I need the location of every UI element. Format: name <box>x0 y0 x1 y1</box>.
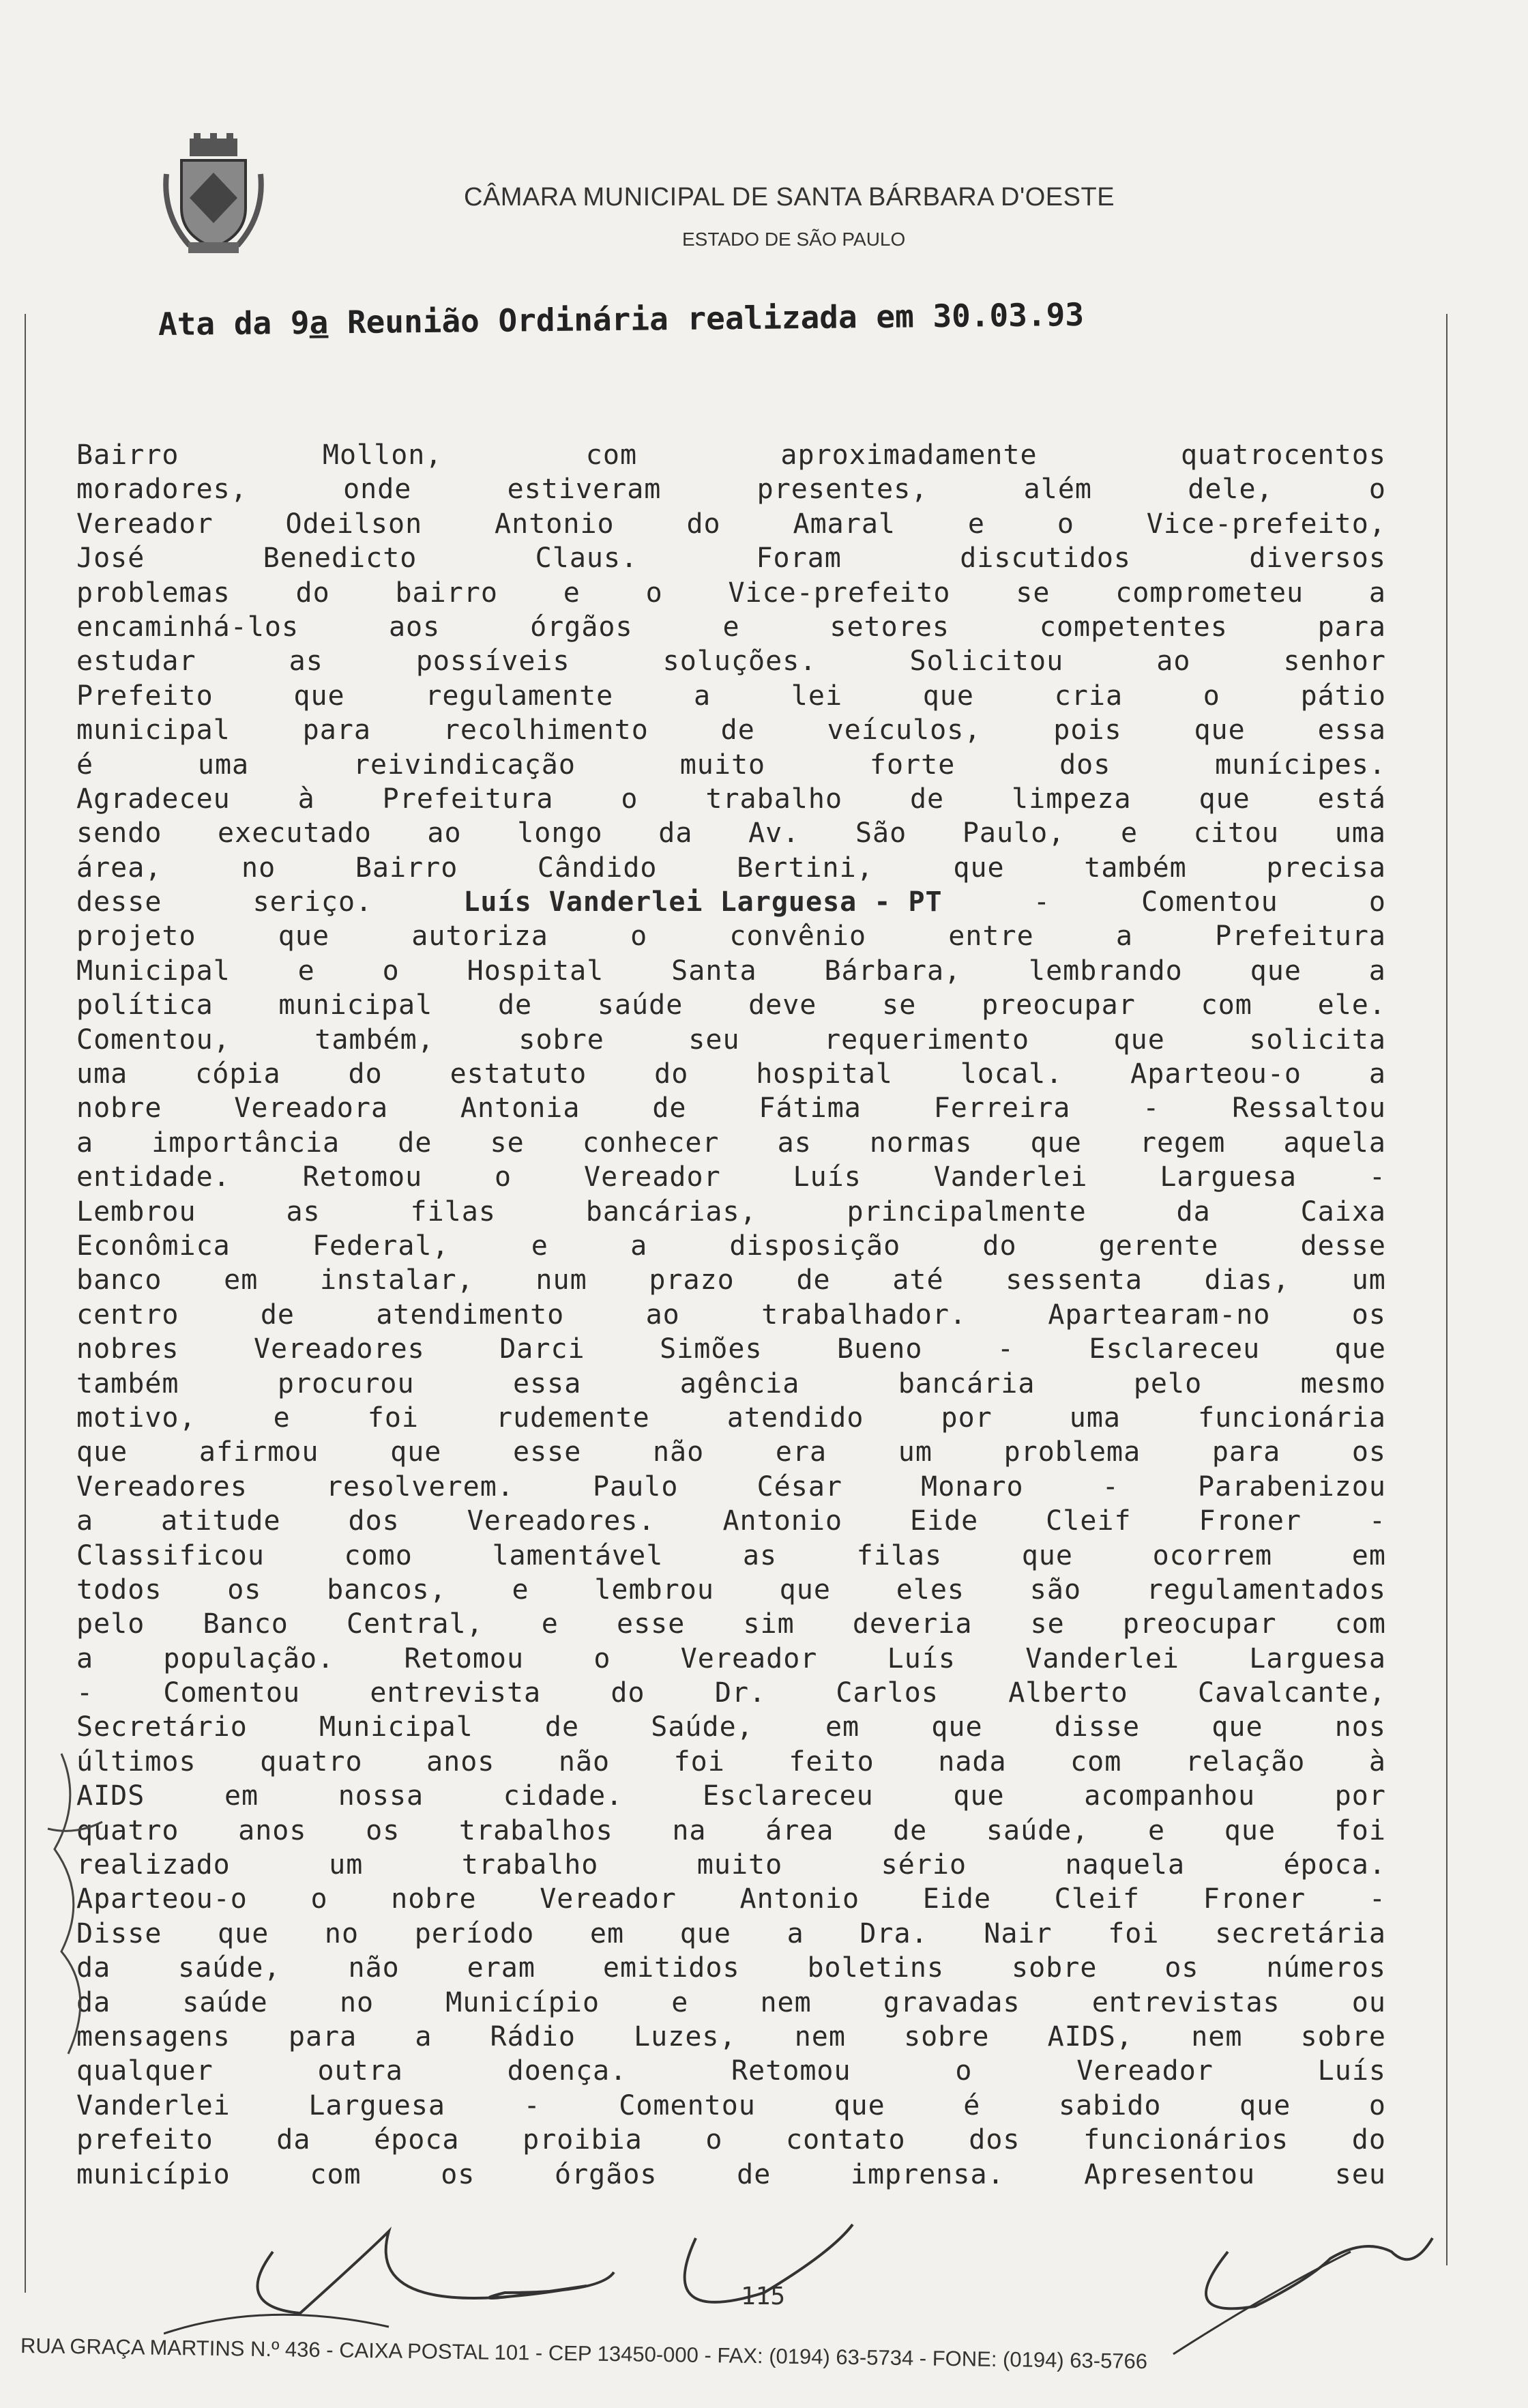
body-line: Bairro Mollon, com aproximadamente quatrocentos <box>76 439 1386 471</box>
body-line: Vereadores resolverem. Paulo César Monaro - Parabenizou <box>76 1470 1386 1503</box>
margin-signature <box>41 1747 123 2061</box>
right-margin-rule <box>1446 314 1448 2265</box>
body-line: problemas do bairro e o Vice-prefeito se comprometeu a <box>76 577 1386 609</box>
page-number: 115 <box>741 2282 786 2310</box>
body-line: motivo, e foi rudemente atendido por uma funcionária <box>76 1402 1386 1434</box>
body-line: realizado um trabalho muito sério naquela época. <box>76 1849 1386 1881</box>
body-line: política municipal de saúde deve se preocupar com ele. <box>76 989 1386 1021</box>
body-line: banco em instalar, num prazo de até sessenta dias, um <box>76 1264 1386 1296</box>
body-line: Secretário Municipal de Saúde, em que disse que nos <box>76 1711 1386 1743</box>
body-line: nobres Vereadores Darci Simões Bueno - Esclareceu que <box>76 1333 1386 1365</box>
body-line: municipal para recolhimento de veículos, pois que essa <box>76 714 1386 746</box>
body-line: da saúde no Município e nem gravadas entrevistas ou <box>76 1986 1386 2018</box>
body-line: nobre Vereadora Antonia de Fátima Ferreira - Ressaltou <box>76 1092 1386 1125</box>
signatures-left <box>164 2211 860 2347</box>
municipal-coat-of-arms <box>162 133 265 256</box>
body-line: a importância de se conhecer as normas que regem aquela <box>76 1127 1386 1159</box>
body-line: todos os bancos, e lembrou que eles são regulamentados <box>76 1573 1386 1606</box>
body-line: desse seriço. Luís Vanderlei Larguesa - PT - Comentou o <box>76 886 1386 918</box>
body-line: Municipal e o Hospital Santa Bárbara, lembrando que a <box>76 955 1386 987</box>
body-line: moradores, onde estiveram presentes, além dele, o <box>76 474 1386 506</box>
left-margin-rule <box>25 314 26 2293</box>
body-line: mensagens para a Rádio Luzes, nem sobre AIDS, nem sobre <box>76 2020 1386 2052</box>
body-line: uma cópia do estatuto do hospital local. Aparteou-o a <box>76 1058 1386 1090</box>
body-line: Disse que no período em que a Dra. Nair foi secretária <box>76 1917 1386 1949</box>
letterhead-footer: RUA GRAÇA MARTINS N.º 436 - CAIXA POSTAL 101 - CEP 13450-000 - FAX: (0194) 63-5734 - FONE: (0194) 63-5766 <box>20 2334 1148 2374</box>
body-line: quatro anos os trabalhos na área de saúde, e que foi <box>76 1814 1386 1846</box>
body-line: da saúde, não eram emitidos boletins sobre os números <box>76 1952 1386 1984</box>
chamber-name: CÂMARA MUNICIPAL DE SANTA BÁRBARA D'OESTE <box>464 183 1115 212</box>
body-line: pelo Banco Central, e esse sim deveria se preocupar com <box>76 1608 1386 1640</box>
body-line: prefeito da época proibia o contato dos funcionários do <box>76 2124 1386 2156</box>
body-line: Agradeceu à Prefeitura o trabalho de limpeza que está <box>76 783 1386 815</box>
body-line: Econômica Federal, e a disposição do gerente desse <box>76 1230 1386 1262</box>
state-name: ESTADO DE SÃO PAULO <box>682 229 906 250</box>
body-line: Prefeito que regulamente a lei que cria o pátio <box>76 680 1386 712</box>
body-line: Lembrou as filas bancárias, principalmente da Caixa <box>76 1195 1386 1228</box>
body-line: Vereador Odeilson Antonio do Amaral e o Vice-prefeito, <box>76 508 1386 540</box>
minutes-title: Ata da 9a Reunião Ordinária realizada em 30.03.93 <box>158 295 1085 343</box>
body-line: também procurou essa agência bancária pelo mesmo <box>76 1367 1386 1399</box>
body-line: qualquer outra doença. Retomou o Vereador Luís <box>76 2055 1386 2087</box>
body-line: sendo executado ao longo da Av. São Paulo, e citou uma <box>76 817 1386 850</box>
body-line: estudar as possíveis soluções. Solicitou ao senhor <box>76 645 1386 678</box>
body-line: a população. Retomou o Vereador Luís Vanderlei Larguesa <box>76 1642 1386 1674</box>
body-line: a atitude dos Vereadores. Antonio Eide Cleif Froner - <box>76 1505 1386 1537</box>
body-line: município com os órgãos de imprensa. Apresentou seu <box>76 2158 1386 2190</box>
body-line: AIDS em nossa cidade. Esclareceu que acompanhou por <box>76 1780 1386 1812</box>
body-line: Aparteou-o o nobre Vereador Antonio Eide Cleif Froner - <box>76 1883 1386 1915</box>
body-line: projeto que autoriza o convênio entre a Prefeitura <box>76 920 1386 953</box>
body-line: é uma reivindicação muito forte dos munícipes. <box>76 749 1386 781</box>
body-line: entidade. Retomou o Vereador Luís Vanderlei Larguesa - <box>76 1161 1386 1193</box>
body-line: área, no Bairro Cândido Bertini, que também precisa <box>76 852 1386 884</box>
minutes-body <box>76 438 1386 2192</box>
body-line: José Benedicto Claus. Foram discutidos diversos <box>76 542 1386 575</box>
body-line: Vanderlei Larguesa - Comentou que é sabido que o <box>76 2089 1386 2121</box>
body-line: encaminhá-los aos órgãos e setores competentes para <box>76 611 1386 643</box>
body-line: que afirmou que esse não era um problema para os <box>76 1436 1386 1468</box>
body-line: - Comentou entrevista do Dr. Carlos Alberto Cavalcante, <box>76 1677 1386 1709</box>
body-line: Classificou como lamentável as filas que ocorrem em <box>76 1539 1386 1571</box>
body-line: Comentou, também, sobre seu requerimento que solicita <box>76 1024 1386 1056</box>
body-line: últimos quatro anos não foi feito nada com relação à <box>76 1745 1386 1778</box>
body-line: centro de atendimento ao trabalhador. Apartearam-no os <box>76 1299 1386 1331</box>
signature-right <box>1160 2211 1446 2361</box>
